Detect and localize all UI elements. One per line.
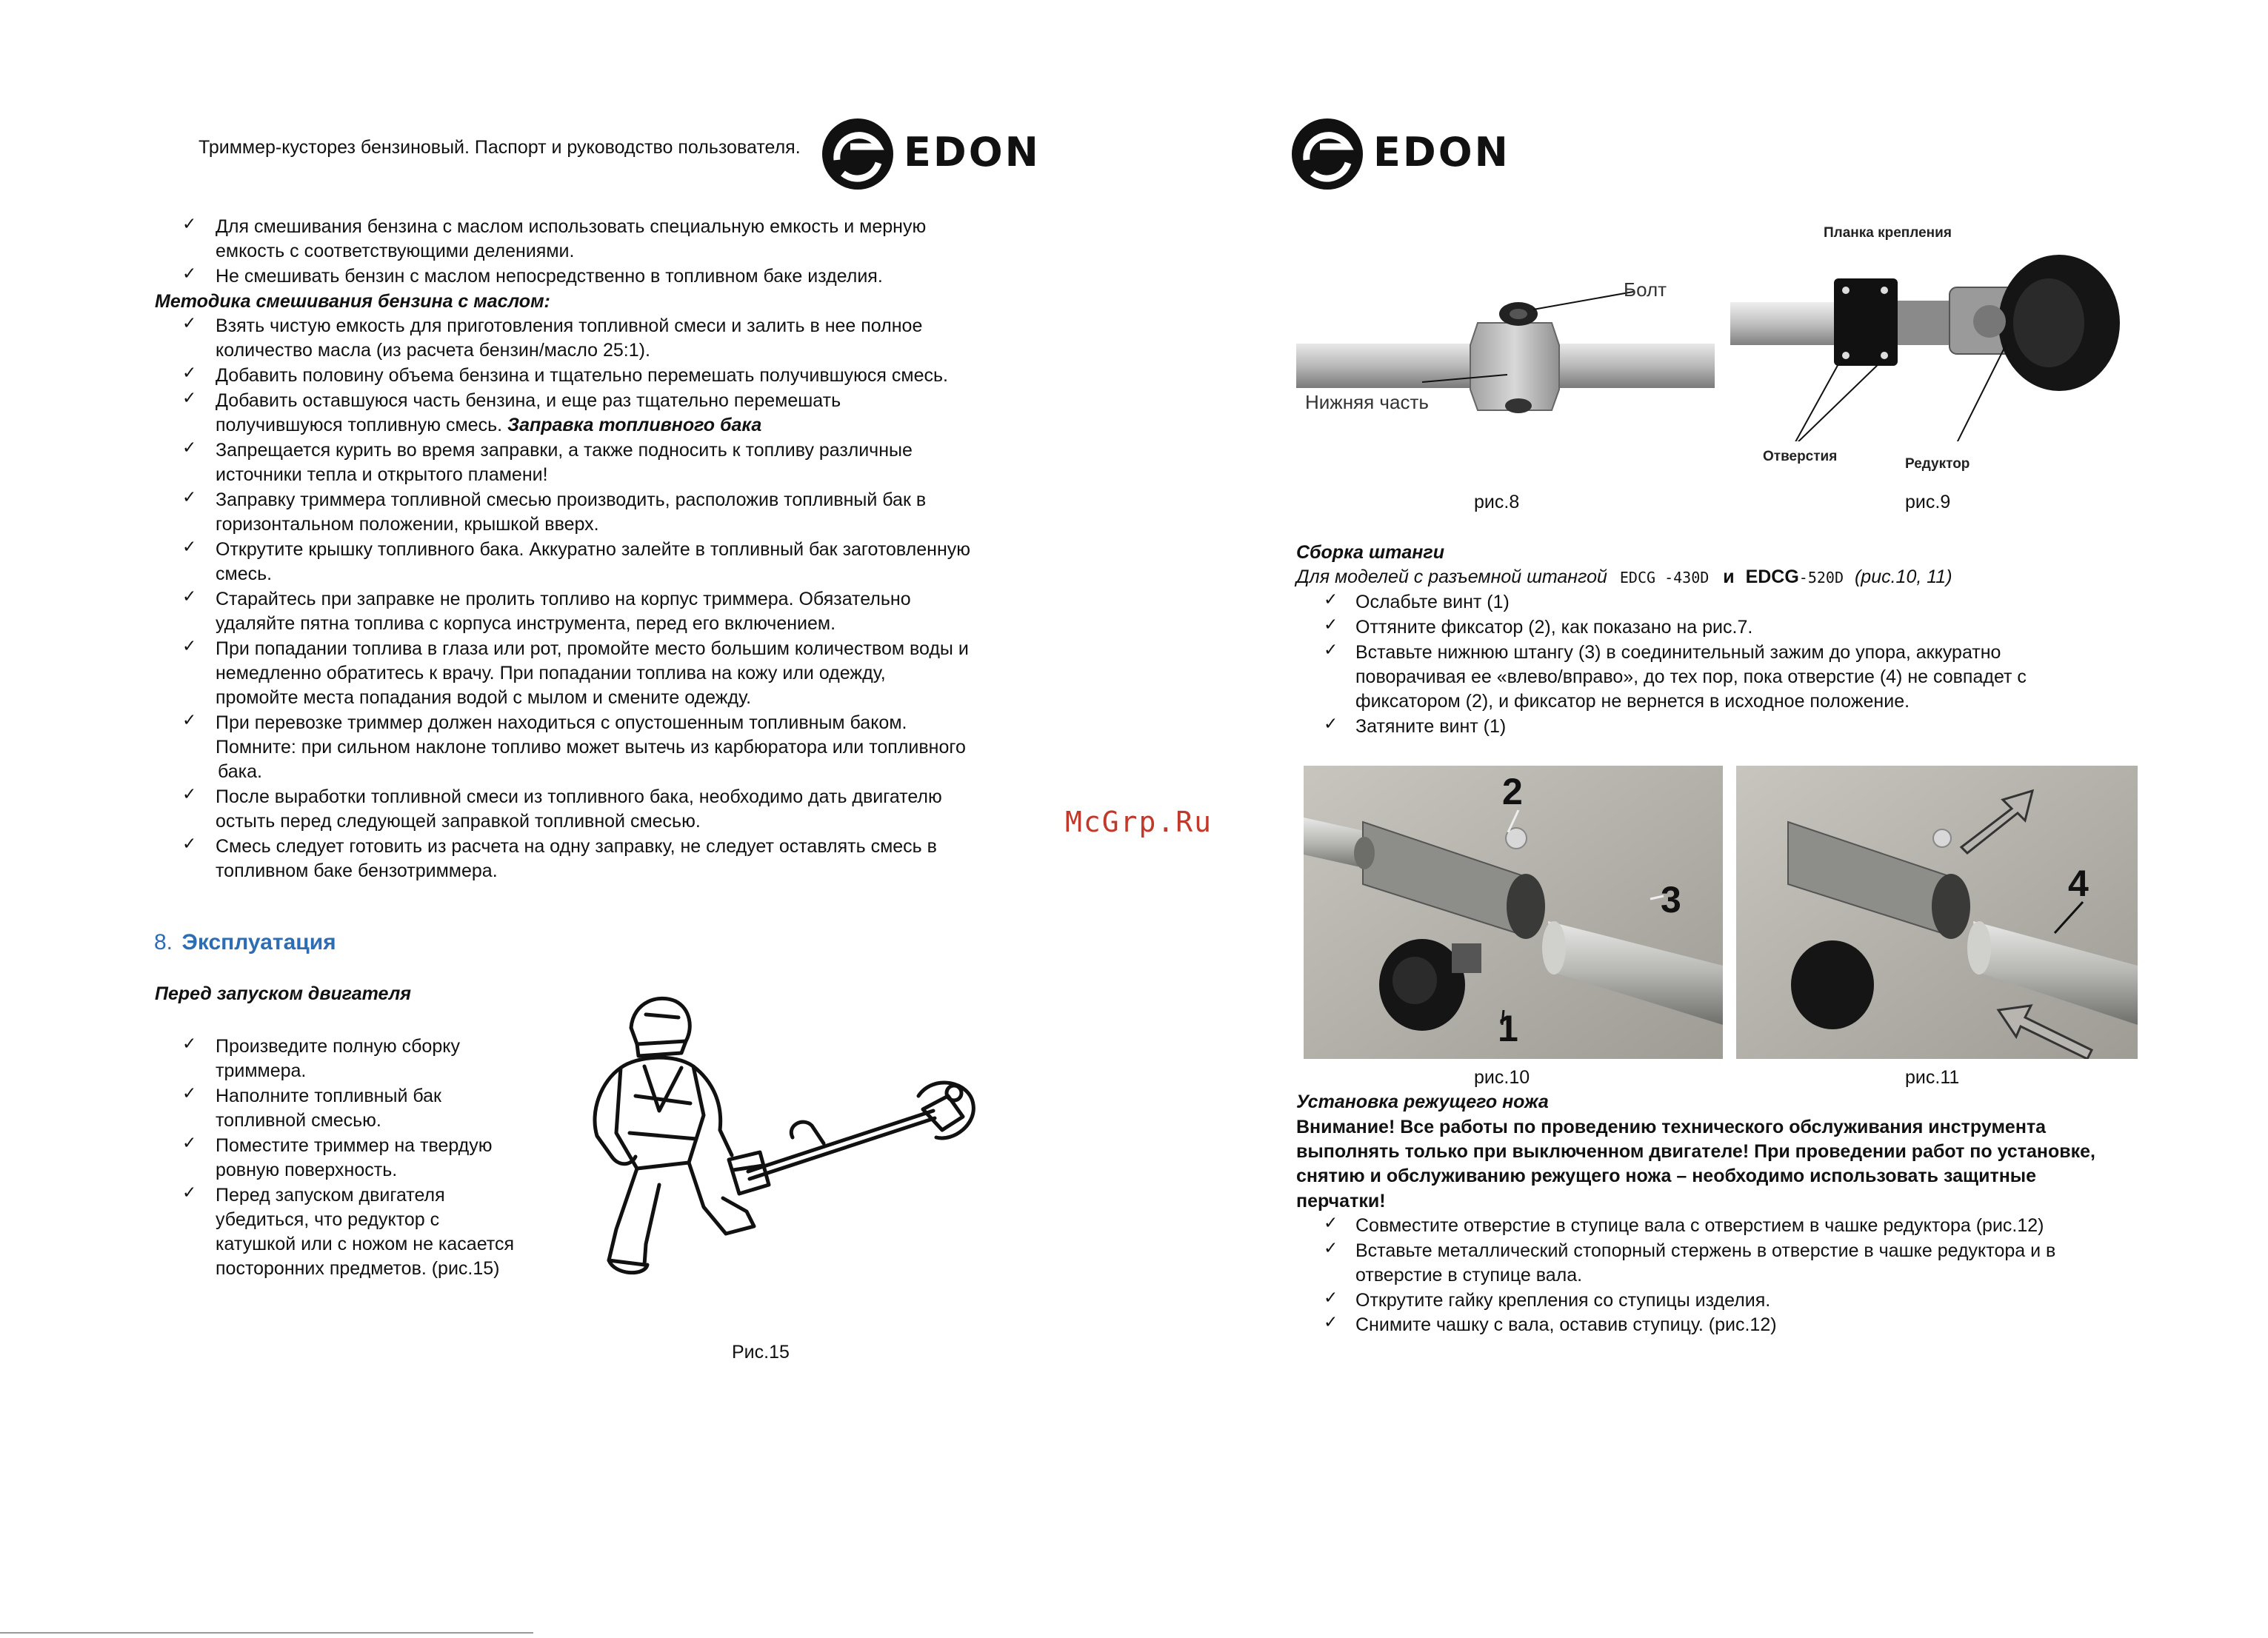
list-item: Открутите крышку топливного бака. Аккуратно залейте в топливный бак заготовленную xyxy=(216,539,970,560)
check-icon: ✓ xyxy=(182,835,197,854)
fig8-label-lower-part: Нижняя часть xyxy=(1305,391,1429,413)
logo-text: EDON xyxy=(1373,129,1510,176)
check-icon: ✓ xyxy=(182,711,197,730)
list-item: Оттяните фиксатор (2), как показано на рис.7. xyxy=(1355,617,1753,638)
check-icon: ✓ xyxy=(1324,1239,1338,1258)
before-start-heading: Перед запуском двигателя xyxy=(155,983,412,1004)
warning-line: выполнять только при выключенном двигателе! При проведении работ по установке, xyxy=(1296,1141,2096,1162)
list-item: Произведите полную сборку xyxy=(216,1036,460,1057)
models-prefix: Для моделей с разъемной штангой xyxy=(1296,566,1607,587)
list-item-cont: емкость с соответствующими делениями. xyxy=(216,241,575,261)
list-item: Перед запуском двигателя xyxy=(216,1185,445,1206)
fig9-caption: рис.9 xyxy=(1905,492,1951,512)
scan-edge-line xyxy=(0,1632,533,1634)
check-icon: ✓ xyxy=(182,215,197,234)
section-heading xyxy=(154,930,336,955)
list-item-cont: убедиться, что редуктор с xyxy=(216,1209,440,1230)
list-item: Добавить оставшуюся часть бензина, и еще раз тщательно перемешать xyxy=(216,390,841,411)
fig15-trimmer-operator-drawing xyxy=(548,985,978,1281)
list-item-cont: катушкой или с ножом не касается xyxy=(216,1234,514,1254)
list-item-cont: смесь. xyxy=(216,564,273,584)
list-item-cont: бака. xyxy=(218,761,262,782)
list-item-cont: отверстие в ступице вала. xyxy=(1355,1265,1583,1286)
list-item: Открутите гайку крепления со ступицы изделия. xyxy=(1355,1290,1771,1311)
model-1: EDCG -430D xyxy=(1619,569,1710,586)
fig9-photo xyxy=(1730,249,2120,441)
check-icon: ✓ xyxy=(182,1084,197,1103)
list-item: Ослабьте винт (1) xyxy=(1355,592,1510,612)
fig11-photo xyxy=(1736,766,2138,1059)
fig9-label-holes: Отверстия xyxy=(1763,449,1838,464)
mixing-heading: Методика смешивания бензина с маслом: xyxy=(155,291,550,312)
list-item: При перевозке триммер должен находиться с опустошенным топливным баком. xyxy=(216,712,907,733)
check-icon: ✓ xyxy=(182,488,197,507)
check-icon: ✓ xyxy=(1324,1313,1338,1332)
check-icon: ✓ xyxy=(182,438,197,458)
fig10-photo xyxy=(1304,766,1723,1059)
models-ref: (рис.10, 11) xyxy=(1854,566,1952,587)
fig8-caption: рис.8 xyxy=(1474,492,1520,512)
watermark: McGrp.Ru xyxy=(1065,806,1213,838)
fig10-caption: рис.10 xyxy=(1474,1067,1530,1088)
list-item-cont: Помните: при сильном наклоне топливо может вытечь из карбюратора или топливного xyxy=(216,737,966,758)
list-item-cont: ровную поверхность. xyxy=(216,1160,398,1180)
assembly-heading: Сборка штанги xyxy=(1296,542,1444,563)
list-item-cont: топливной смесью. xyxy=(216,1110,381,1131)
list-item: Совместите отверстие в ступице вала с отверстием в чашке редуктора (рис.12) xyxy=(1355,1215,2044,1236)
check-icon: ✓ xyxy=(1324,1214,1338,1233)
edon-logo xyxy=(1290,117,1512,191)
list-item: Не смешивать бензин с маслом непосредственно в топливном баке изделия. xyxy=(216,266,883,287)
warning-line: Внимание! Все работы по проведению технического обслуживания инструмента xyxy=(1296,1117,2047,1137)
list-item-cont: поворачивая ее «влево/вправо», до тех пор, пока отверстие (4) не совпадет с xyxy=(1355,666,2027,687)
fig9-gearbox-image xyxy=(1730,249,2120,441)
list-item-cont: немедленно обратитесь к врачу. При попадании топлива на кожу или одежду, xyxy=(216,663,886,683)
check-icon: ✓ xyxy=(1324,641,1338,660)
fig11-shaft-assembly-image xyxy=(1736,766,2138,1059)
check-icon: ✓ xyxy=(182,264,197,284)
check-icon: ✓ xyxy=(1324,615,1338,635)
list-item-cont: удаляйте пятна топлива с корпуса инструмента, перед его включением. xyxy=(216,613,836,634)
list-item: Заправку триммера топливной смесью производить, расположив топливный бак в xyxy=(216,489,927,510)
warning-line: перчатки! xyxy=(1296,1191,1386,1211)
list-item: Добавить половину объема бензина и тщательно перемешать получившуюся смесь. xyxy=(216,365,948,386)
list-item-cont: посторонних предметов. (рис.15) xyxy=(216,1258,500,1279)
edon-logo xyxy=(821,117,1043,191)
list-item: Вставьте нижнюю штангу (3) в соединительный зажим до упора, аккуратно xyxy=(1355,642,2001,663)
check-icon: ✓ xyxy=(182,637,197,656)
list-item-cont: количество масла (из расчета бензин/масло 25:1). xyxy=(216,340,650,361)
list-item: Смесь следует готовить из расчета на одну заправку, не следует оставлять смесь в xyxy=(216,836,937,857)
model-2b: -520D xyxy=(1798,569,1844,586)
list-item: Вставьте металлический стопорный стержень в отверстие в чашке редуктора и в xyxy=(1355,1240,2056,1261)
check-icon: ✓ xyxy=(182,785,197,804)
check-icon: ✓ xyxy=(182,314,197,333)
list-item: При попадании топлива в глаза или рот, промойте место большим количеством воды и xyxy=(216,638,969,659)
check-icon: ✓ xyxy=(182,389,197,408)
list-item: Для смешивания бензина с маслом использовать специальную емкость и мерную xyxy=(216,216,927,237)
list-item-cont: фиксатором (2), и фиксатор не вернется в исходное положение. xyxy=(1355,691,1910,712)
section-number: 8. xyxy=(154,930,173,955)
warning-line: снятию и обслуживанию режущего ножа – необходимо использовать защитные xyxy=(1296,1166,2037,1186)
models-line xyxy=(1296,565,1952,591)
list-item: Снимите чашку с вала, оставив ступицу. (рис.12) xyxy=(1355,1314,1777,1335)
check-icon: ✓ xyxy=(182,587,197,606)
list-item: Старайтесь при заправке не пролить топливо на корпус триммера. Обязательно xyxy=(216,589,911,609)
fig10-label-1: 1 xyxy=(1498,1008,1518,1049)
mix-cont-text: получившуюся топливную смесь. xyxy=(216,415,503,435)
check-icon: ✓ xyxy=(182,1034,197,1054)
list-item: Поместите триммер на твердую xyxy=(216,1135,493,1156)
fig10-label-2: 2 xyxy=(1502,771,1523,812)
list-item-cont: топливном баке бензотриммера. xyxy=(216,860,498,881)
list-item: Взять чистую емкость для приготовления топливной смеси и залить в нее полное xyxy=(216,315,923,336)
list-item-cont: триммера. xyxy=(216,1060,307,1081)
list-item-cont: промойте места попадания водой с мылом и смените одежду. xyxy=(216,687,752,708)
header-text: Триммер-кусторез бензиновый. Паспорт и руководство пользователя. xyxy=(199,137,801,158)
fig9-label-bracket: Планка крепления xyxy=(1824,225,1952,241)
edon-logo-icon xyxy=(821,117,895,191)
check-icon: ✓ xyxy=(182,364,197,383)
list-item: После выработки топливной смеси из топливного бака, необходимо дать двигателю xyxy=(216,786,942,807)
section-title: Эксплуатация xyxy=(181,930,336,955)
fig15-caption: Рис.15 xyxy=(732,1342,790,1363)
fig8-photo xyxy=(1296,278,1715,441)
list-item-cont: источники тепла и открытого пламени! xyxy=(216,464,548,485)
list-item-cont: горизонтальном положении, крышкой вверх. xyxy=(216,514,599,535)
edon-logo-icon xyxy=(1290,117,1364,191)
list-item-cont: остыть перед следующей заправкой топливной смесью. xyxy=(216,811,701,832)
blade-heading: Установка режущего ножа xyxy=(1296,1092,1549,1112)
check-icon: ✓ xyxy=(1324,715,1338,734)
models-and: и xyxy=(1723,566,1735,587)
logo-text: EDON xyxy=(904,129,1041,176)
check-icon: ✓ xyxy=(182,1183,197,1203)
check-icon: ✓ xyxy=(1324,1288,1338,1308)
fig8-clamp-image xyxy=(1296,278,1715,441)
fig9-label-reducer: Редуктор xyxy=(1905,456,1970,472)
fig10-label-3: 3 xyxy=(1661,879,1681,920)
check-icon: ✓ xyxy=(182,1134,197,1153)
model-2a: EDCG xyxy=(1745,566,1799,587)
check-icon: ✓ xyxy=(1324,590,1338,609)
list-item: Затяните винт (1) xyxy=(1355,716,1507,737)
fig11-caption: рис.11 xyxy=(1905,1067,1960,1088)
list-item: Наполните топливный бак xyxy=(216,1086,441,1106)
fig11-label-4: 4 xyxy=(2068,863,2089,904)
check-icon: ✓ xyxy=(182,538,197,557)
fig8-label-bolt: Болт xyxy=(1624,278,1667,301)
refuel-heading: Заправка топливного бака xyxy=(507,415,762,435)
list-item-cont xyxy=(216,413,761,438)
list-item: Запрещается курить во время заправки, а также подносить к топливу различные xyxy=(216,440,913,461)
